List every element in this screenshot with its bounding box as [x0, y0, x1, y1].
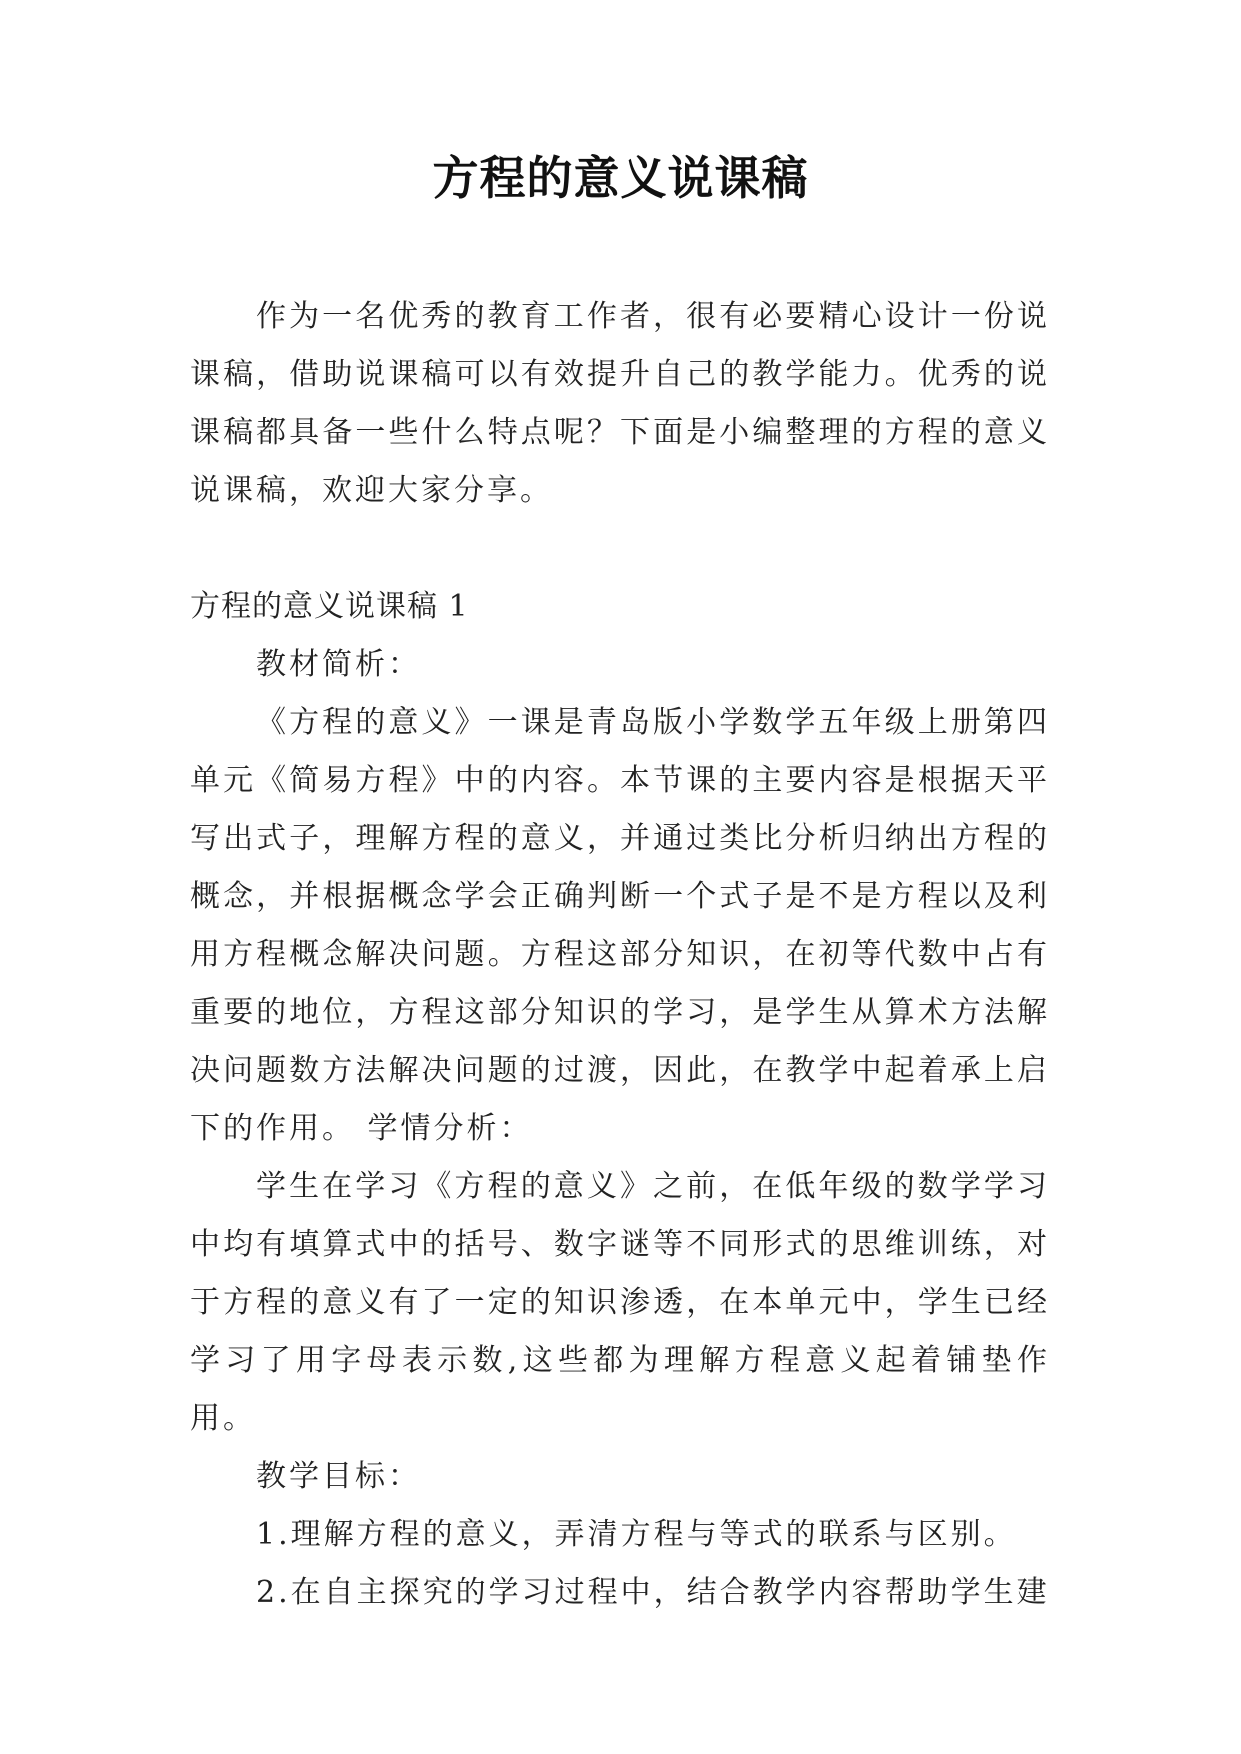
- paragraph-goal-2: 2.在自主探究的学习过程中，结合教学内容帮助学生建: [256, 1575, 1050, 1610]
- paragraph-goal-1: 1.理解方程的意义，弄清方程与等式的联系与区别。: [256, 1517, 1017, 1552]
- intro-paragraph: 作为一名优秀的教育工作者，很有必要精心设计一份说课稿，借助说课稿可以有效提升自己的教学能力。优秀的说课稿都具备一些什么特点呢？下面是小编整理的方程的意义说课稿，欢迎大家分享。: [190, 299, 1050, 508]
- page-title: 方程的意义说课稿: [432, 151, 809, 205]
- paragraph-student-analysis: 学生在学习《方程的意义》之前，在低年级的数学学习中均有填算式中的括号、数字谜等不同形式的思维训练，对于方程的意义有了一定的知识渗透，在本单元中，学生已经学习了用字母表示数,这些都为理解方程意义起着铺垫作用。: [190, 1169, 1050, 1436]
- paragraph-textbook-analysis: 《方程的意义》一课是青岛版小学数学五年级上册第四单元《简易方程》中的内容。本节课的主要内容是根据天平写出式子，理解方程的意义，并通过类比分析归纳出方程的概念，并根据概念学会正确判断一个式子是不是方程以及利用方程概念解决问题。方程这部分知识，在初等代数中占有重要的地位，方程这部分知识的学习，是学生从算术方法解决问题数方法解决问题的过渡，因此，在教学中起着承上启下的作用。 学情分析：: [190, 705, 1050, 1146]
- paragraph-textbook-heading: 教材简析：: [256, 647, 421, 682]
- section-title: 方程的意义说课稿 1: [190, 589, 469, 624]
- paragraph-goals-heading: 教学目标：: [256, 1459, 421, 1494]
- section-body: [190, 636, 1050, 1622]
